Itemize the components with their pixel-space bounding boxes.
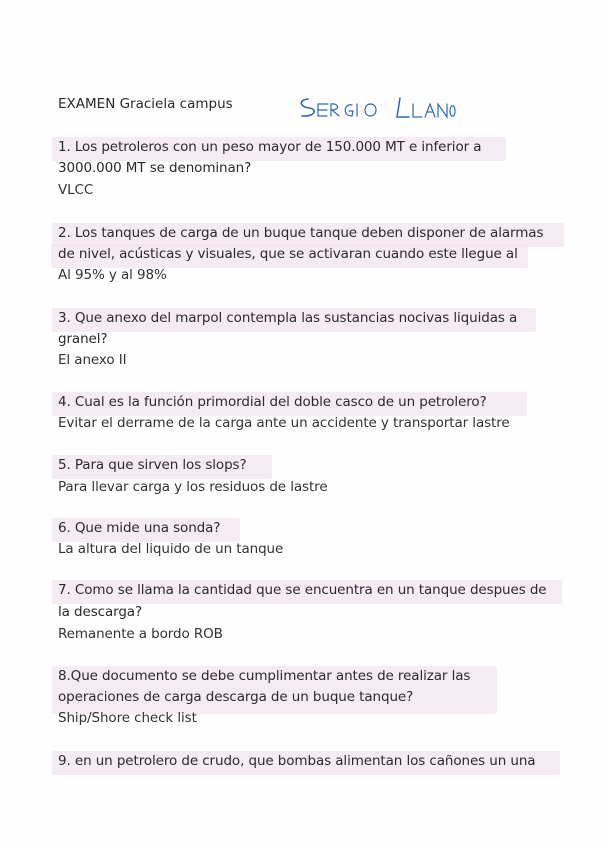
question-7-line-2: la descarga? bbox=[58, 604, 143, 620]
question-2-line-1: 2. Los tanques de carga de un buque tanque deben disponer de alarmas bbox=[58, 225, 544, 241]
answer-1: VLCC bbox=[58, 182, 94, 198]
answer-7: Remanente a bordo ROB bbox=[58, 626, 223, 642]
question-1-line-2: 3000.000 MT se denominan? bbox=[58, 160, 252, 176]
answer-8: Ship/Shore check list bbox=[58, 710, 197, 726]
answer-6: La altura del liquido de un tanque bbox=[58, 541, 284, 557]
question-3-line-2: granel? bbox=[58, 331, 108, 347]
question-3-line-1: 3. Que anexo del marpol contempla las sustancias nocivas liquidas a bbox=[58, 310, 518, 326]
question-6-line-1: 6. Que mide una sonda? bbox=[58, 520, 221, 536]
question-2-line-2: de nivel, acústicas y visuales, que se activaran cuando este llegue al bbox=[58, 246, 518, 262]
answer-3: El anexo II bbox=[58, 352, 127, 368]
handwritten-signature bbox=[296, 92, 456, 124]
question-8-line-1: 8.Que documento se debe cumplimentar antes de realizar las bbox=[58, 668, 471, 684]
question-9-line-1: 9. en un petrolero de crudo, que bombas alimentan los cañones un una bbox=[58, 753, 536, 769]
answer-5: Para llevar carga y los residuos de lastre bbox=[58, 479, 328, 495]
question-4-line-1: 4. Cual es la función primordial del doble casco de un petrolero? bbox=[58, 394, 487, 410]
exam-title: EXAMEN Graciela campus bbox=[58, 96, 233, 112]
answer-2: Al 95% y al 98% bbox=[58, 267, 167, 283]
question-5-line-1: 5. Para que sirven los slops? bbox=[58, 457, 247, 473]
question-1-line-1: 1. Los petroleros con un peso mayor de 150.000 MT e inferior a bbox=[58, 139, 482, 155]
answer-4: Evitar el derrame de la carga ante un accidente y transportar lastre bbox=[58, 415, 510, 431]
question-8-line-2: operaciones de carga descarga de un buque tanque? bbox=[58, 689, 414, 705]
question-7-line-1: 7. Como se llama la cantidad que se encuentra en un tanque despues de bbox=[58, 582, 547, 598]
